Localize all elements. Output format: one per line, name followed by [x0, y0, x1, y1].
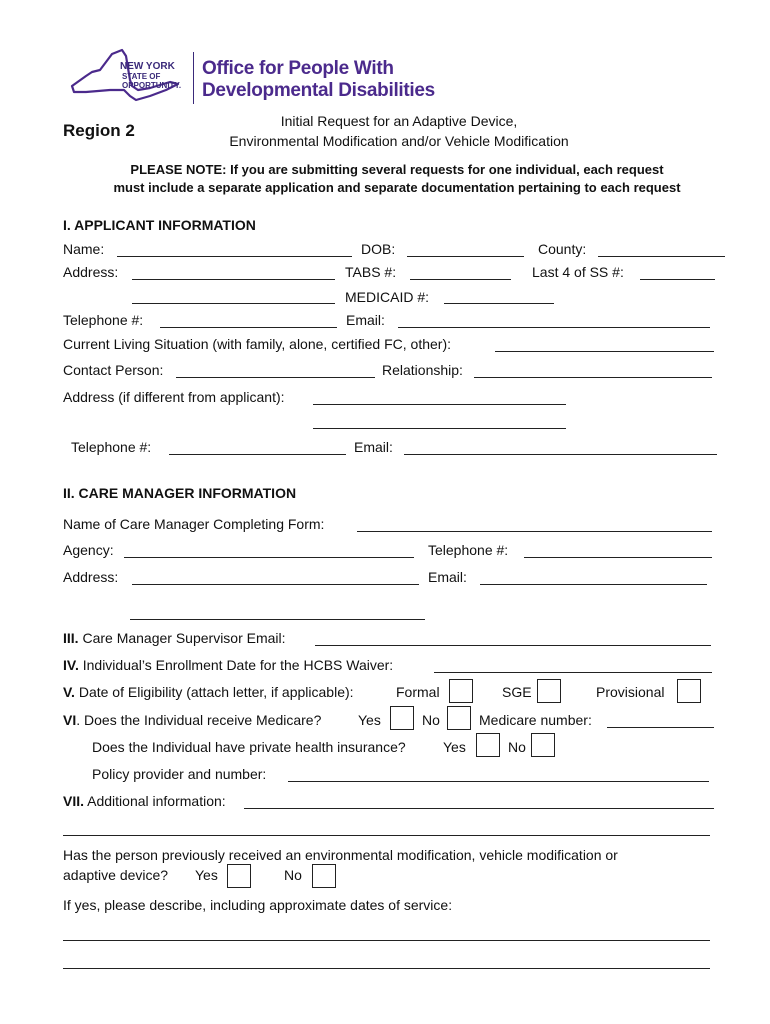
additional-info-label: Additional information:: [87, 793, 226, 809]
additional-info-row: [63, 793, 226, 809]
address-field-line2[interactable]: [132, 303, 335, 304]
logo-office-line1: Office for People With: [202, 58, 394, 79]
note-line1: PLEASE NOTE: If you are submitting several requests for one individual, each request: [130, 162, 664, 177]
living-situation-field[interactable]: [495, 351, 714, 352]
medicare-number-field[interactable]: [607, 727, 714, 728]
medicare-number-label: Medicare number:: [479, 712, 592, 728]
section-3-number: III.: [63, 630, 79, 646]
cm-name-label: Name of Care Manager Completing Form:: [63, 516, 325, 532]
medicare-row: [63, 712, 321, 728]
medicare-yes-checkbox[interactable]: [390, 706, 414, 730]
previous-mod-question-line1: Has the person previously received an environmental modification, vehicle modification or: [63, 847, 618, 863]
logo-office-line2: Developmental Disabilities: [202, 80, 435, 101]
logo-ny-line2: STATE OF: [122, 72, 161, 81]
alt-address-field-line2[interactable]: [313, 428, 566, 429]
medicare-label: . Does the Individual receive Medicare?: [76, 712, 322, 728]
form-title-line2: Environmental Modification and/or Vehicle Modification: [229, 133, 569, 149]
relationship-label: Relationship:: [382, 362, 463, 378]
relationship-field[interactable]: [474, 377, 712, 378]
policy-provider-field[interactable]: [288, 781, 709, 782]
email-label: Email:: [346, 312, 385, 328]
formal-label: Formal: [396, 684, 440, 700]
cm-email-label: Email:: [428, 569, 467, 585]
telephone-field[interactable]: [160, 327, 337, 328]
section-care-manager-heading: II. CARE MANAGER INFORMATION: [63, 485, 297, 501]
alt-email-label: Email:: [354, 439, 393, 455]
private-insurance-yes-checkbox[interactable]: [476, 733, 500, 757]
private-insurance-label: Does the Individual have private health insurance?: [92, 739, 406, 755]
section-7-number: VII.: [63, 793, 85, 809]
cm-telephone-label: Telephone #:: [428, 542, 509, 558]
tabs-label: TABS #:: [345, 264, 397, 280]
private-insurance-no-checkbox[interactable]: [531, 733, 555, 757]
section-4-number: IV.: [63, 657, 79, 673]
name-label: Name:: [63, 241, 105, 257]
agency-field[interactable]: [124, 557, 414, 558]
name-field[interactable]: [117, 256, 352, 257]
logo-ny-line3: OPPORTUNITY.: [122, 81, 182, 90]
dob-field[interactable]: [407, 256, 524, 257]
additional-info-field[interactable]: [244, 808, 714, 809]
previous-mod-yes-checkbox[interactable]: [227, 864, 251, 888]
telephone-label: Telephone #:: [63, 312, 144, 328]
logo-ny-line1: NEW YORK: [120, 61, 175, 72]
medicare-yes-label: Yes: [358, 712, 381, 728]
address-label: Address:: [63, 264, 119, 280]
sge-checkbox[interactable]: [537, 679, 561, 703]
additional-info-field-line2[interactable]: [63, 835, 710, 836]
ss-field[interactable]: [640, 279, 715, 280]
agency-label: Agency:: [63, 542, 114, 558]
alt-address-label: Address (if different from applicant):: [63, 389, 285, 405]
provisional-label: Provisional: [596, 684, 665, 700]
logo-divider: [193, 52, 194, 104]
cm-address-label: Address:: [63, 569, 119, 585]
alt-telephone-field[interactable]: [169, 454, 346, 455]
formal-checkbox[interactable]: [449, 679, 473, 703]
form-title-line1: Initial Request for an Adaptive Device,: [280, 113, 518, 129]
supervisor-email-row: [63, 630, 286, 646]
provisional-checkbox[interactable]: [677, 679, 701, 703]
previous-mod-question-line2: adaptive device?: [63, 867, 169, 883]
dob-label: DOB:: [361, 241, 396, 257]
ss-label: Last 4 of SS #:: [532, 264, 624, 280]
alt-address-field[interactable]: [313, 404, 566, 405]
sge-label: SGE: [502, 684, 532, 700]
private-insurance-yes-label: Yes: [443, 739, 466, 755]
cm-address-field-line2[interactable]: [130, 619, 425, 620]
region-label: Region 2: [63, 121, 135, 140]
enrollment-date-row: [63, 657, 393, 673]
section-6-number: VI: [63, 712, 77, 728]
enrollment-date-field[interactable]: [434, 672, 712, 673]
cm-telephone-field[interactable]: [524, 557, 712, 558]
previous-mod-yes-label: Yes: [195, 867, 218, 883]
section-applicant-heading: I. APPLICANT INFORMATION: [63, 217, 256, 233]
address-field[interactable]: [132, 279, 335, 280]
county-label: County:: [538, 241, 587, 257]
enrollment-date-label: Individual’s Enrollment Date for the HCBS Waiver:: [82, 657, 394, 673]
contact-person-label: Contact Person:: [63, 362, 164, 378]
email-field[interactable]: [398, 327, 710, 328]
describe-field[interactable]: [63, 940, 710, 941]
describe-label: If yes, please describe, including approximate dates of service:: [63, 897, 453, 913]
contact-person-field[interactable]: [176, 377, 375, 378]
medicaid-field[interactable]: [444, 303, 554, 304]
county-field[interactable]: [598, 256, 725, 257]
supervisor-email-label: Care Manager Supervisor Email:: [82, 630, 286, 646]
cm-address-field[interactable]: [132, 584, 419, 585]
note-line2: must include a separate application and separate documentation pertaining to each request: [113, 180, 681, 195]
medicare-no-label: No: [422, 712, 440, 728]
supervisor-email-field[interactable]: [315, 645, 711, 646]
alt-telephone-label: Telephone #:: [71, 439, 152, 455]
private-insurance-no-label: No: [508, 739, 526, 755]
medicaid-label: MEDICAID #:: [345, 289, 430, 305]
policy-provider-label: Policy provider and number:: [92, 766, 267, 782]
describe-field-line2[interactable]: [63, 968, 710, 969]
tabs-field[interactable]: [410, 279, 511, 280]
living-situation-label: Current Living Situation (with family, alone, certified FC, other):: [63, 336, 452, 352]
eligibility-row: [63, 684, 354, 700]
alt-email-field[interactable]: [404, 454, 717, 455]
cm-name-field[interactable]: [357, 531, 712, 532]
section-5-number: V.: [63, 684, 75, 700]
previous-mod-no-label: No: [284, 867, 302, 883]
eligibility-label: Date of Eligibility (attach letter, if applicable):: [78, 684, 354, 700]
cm-email-field[interactable]: [480, 584, 707, 585]
previous-mod-no-checkbox[interactable]: [312, 864, 336, 888]
medicare-no-checkbox[interactable]: [447, 706, 471, 730]
